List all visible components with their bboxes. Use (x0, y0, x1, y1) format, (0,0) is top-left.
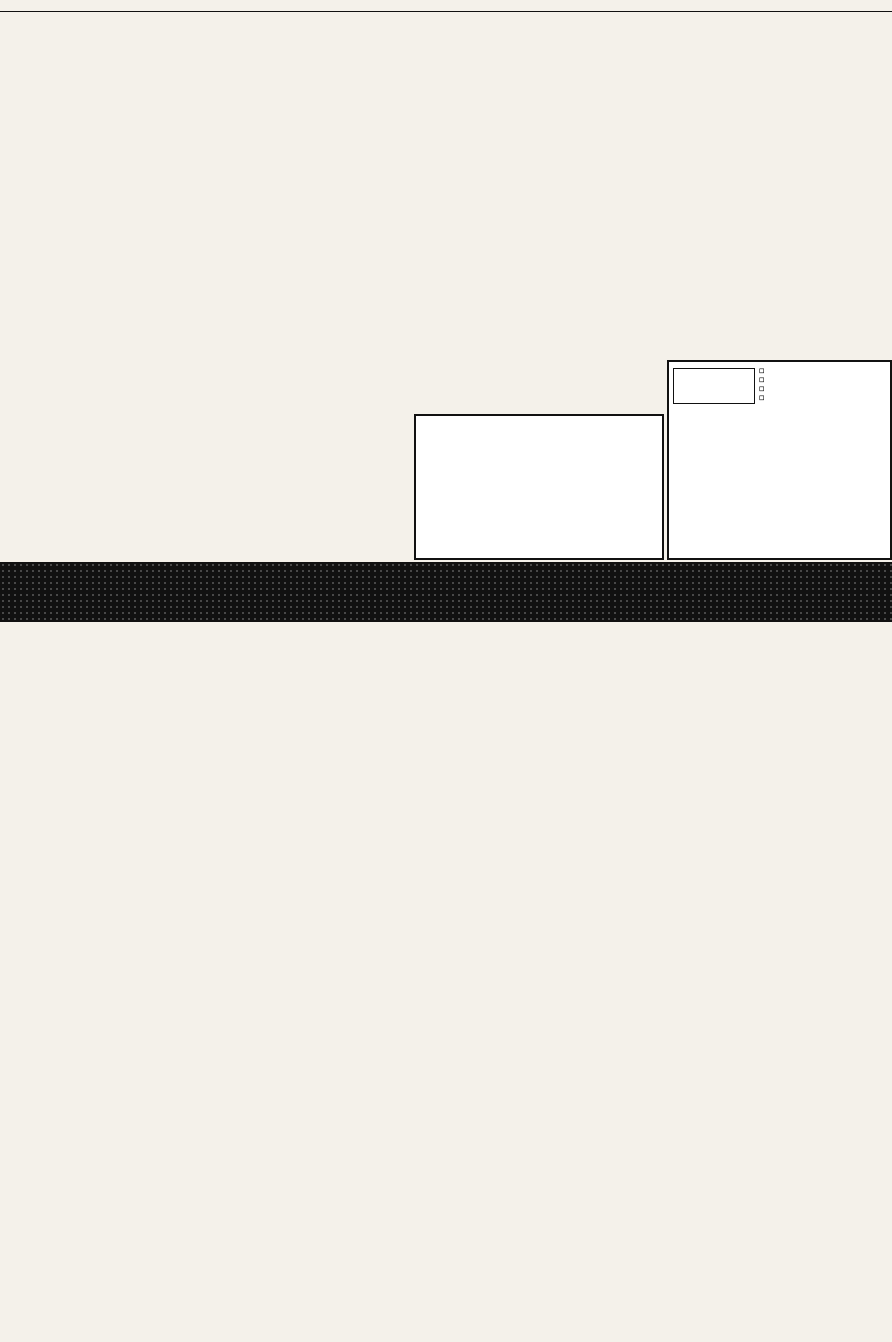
co-q: ☐ (759, 396, 765, 402)
co-questions (759, 368, 886, 404)
home-service-guide-banner (0, 562, 892, 622)
check-it-out-ad (667, 360, 892, 560)
page-header (0, 0, 892, 12)
service-guide-section (0, 624, 892, 1342)
co-q: ☐ (759, 387, 765, 393)
co-train-box (673, 368, 755, 404)
banner-pattern (0, 562, 892, 622)
job-hunters-workshop-ad (414, 414, 664, 560)
co-q: ☐ (759, 369, 765, 375)
co-q: ☐ (759, 378, 765, 384)
